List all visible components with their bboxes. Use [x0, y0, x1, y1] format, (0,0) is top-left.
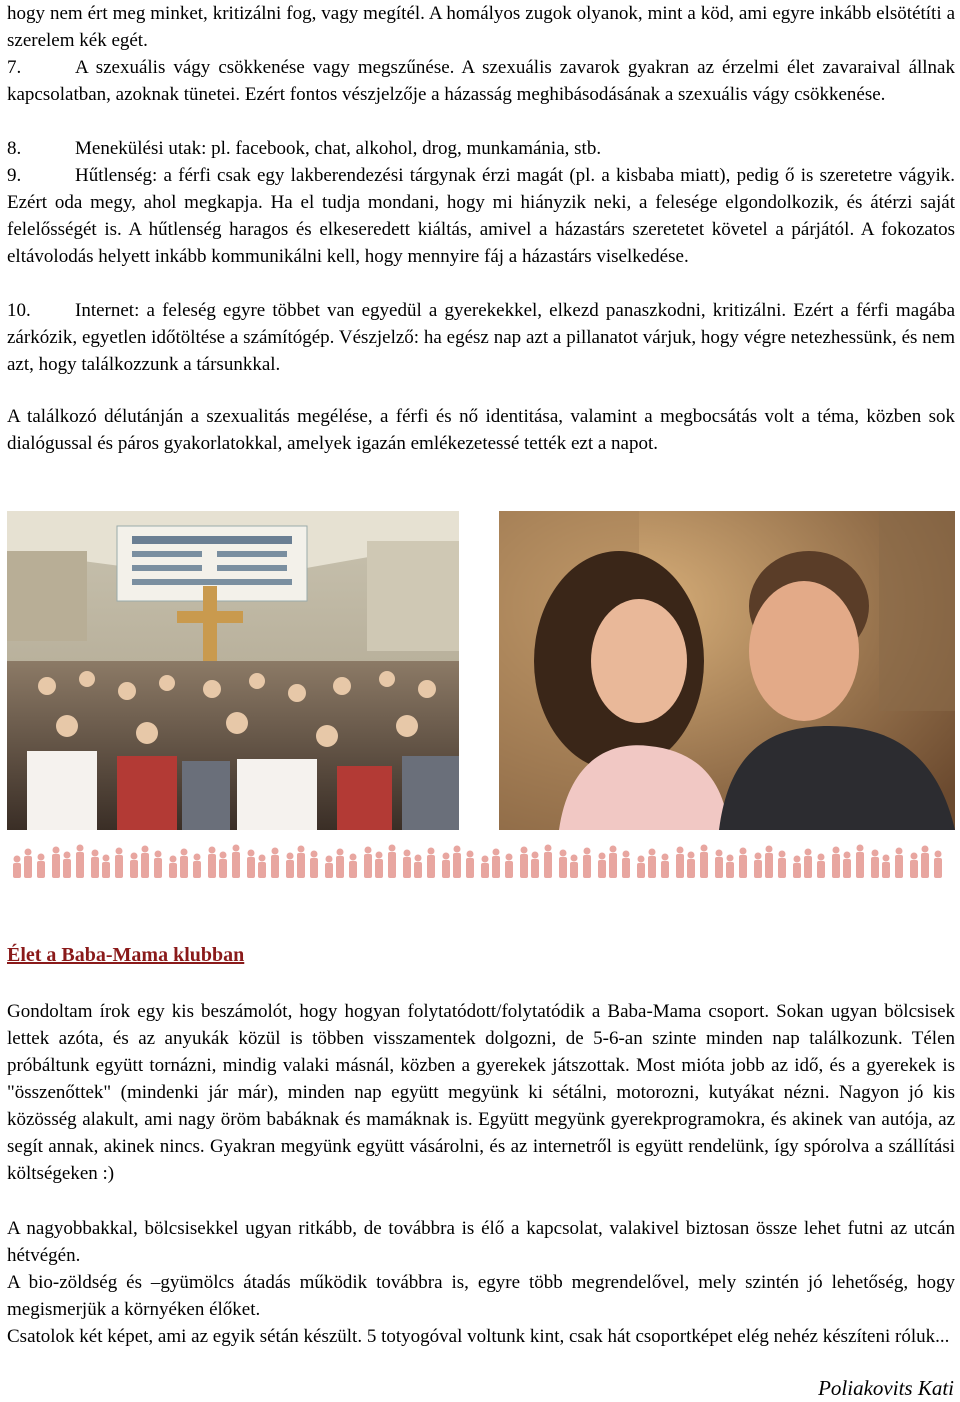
afternoon-paragraph: A találkozó délutánján a szexualitás megélése, a férfi és nő identitása, valamint a megbocsátás volt a téma, közben sok dialógussal és páros gyakorlatokkal, amelyek igazán emlékezetessé tették ezt a napot.	[7, 406, 955, 454]
person-silhouette	[843, 852, 851, 879]
person-silhouette	[754, 853, 762, 879]
couple-photo	[499, 511, 955, 830]
list-item-7	[7, 54, 955, 108]
person-silhouette	[700, 845, 708, 879]
person-silhouette	[154, 851, 162, 879]
person-silhouette	[583, 848, 591, 879]
person-silhouette	[258, 855, 266, 879]
person-silhouette	[403, 850, 411, 879]
person-silhouette	[91, 850, 99, 879]
person-silhouette	[832, 847, 840, 879]
person-silhouette	[63, 852, 71, 879]
person-silhouette	[76, 845, 84, 879]
person-silhouette	[715, 850, 723, 879]
person-silhouette	[24, 849, 32, 879]
person-silhouette	[180, 849, 188, 879]
person-silhouette	[804, 849, 812, 879]
person-silhouette	[310, 851, 318, 879]
person-silhouette	[169, 856, 177, 879]
article-paragraph-1: Gondoltam írok egy kis beszámolót, hogy hogyan folytatódott/folytatódik a Baba-Mama csoport. Sokan ugyan bölcsisek lettek azóta, és az anyukák közül is többen visszamentek dolgozni, de 5-6-an szinte minden nap találkozunk. Télen próbáltunk együtt tornázni, mindig valaki másnál, közben a gyerekek játszottak. Most mióta jobb az idő, és a gyerekek is "összenőttek" (mindenki jár már), minden nap együtt megyünk ki sétálni, motorozni, kutyákat nézni. Nagyon jó kis közösség alakult, ami nagy öröm babáknak és mamáknak is. Együtt megyünk gyerekprogramokra, és akinek van autója, az segít annak, akinek nincs. Gyakran megyünk együtt vásárolni, és az internetről is együtt rendelünk, így spórolva a szállítási költségeken :)	[7, 1001, 955, 1184]
person-silhouette	[505, 854, 513, 879]
person-silhouette	[817, 854, 825, 879]
list-item-lead: Menekülési utak: pl. facebook, chat, alkohol, drog, munkamánia, stb.	[75, 138, 602, 159]
list-item-lead: A szexuális vágy csökkenése vagy megszűnése.	[75, 57, 455, 78]
person-silhouette	[219, 852, 227, 879]
person-silhouette	[130, 853, 138, 879]
list-number: 10.	[7, 300, 31, 321]
meeting-hall-image	[7, 511, 459, 830]
person-silhouette	[492, 849, 500, 879]
person-silhouette	[115, 848, 123, 879]
list-item-body: A szexuális zavarok gyakran az érzelmi élet zavaraival állnak kapcsolatban, azoknak tünetei. Ezért fontos vészjelzője a házasság meghibásodásának a szexuális vágy csökkenése.	[7, 57, 955, 105]
article-paragraph-3: A bio-zöldség és –gyümölcs átadás működik továbbra is, egyre több megrendelővel, mely szintén jó lehetőség, hogy megismerjük a környéken élőket.	[7, 1272, 955, 1320]
person-silhouette	[882, 855, 890, 879]
person-silhouette	[598, 853, 606, 879]
list-number: 7.	[7, 57, 22, 78]
person-silhouette	[388, 845, 396, 879]
person-silhouette	[141, 846, 149, 879]
list-item-body: Ezért a férfi magába zárkózik, egyetlen időtöltése a számítógép. Vészjelző: ha egész nap azt a pillanatot várjuk, hogy végre netezhessünk, és nem azt, hogy találkozzunk a társunkkal.	[7, 300, 956, 375]
person-silhouette	[570, 855, 578, 879]
person-silhouette	[910, 853, 918, 879]
author-signature: Poliakovits Kati	[818, 1376, 954, 1400]
list-number: 9.	[7, 165, 22, 186]
person-silhouette	[442, 853, 450, 879]
person-silhouette	[13, 856, 21, 879]
person-silhouette	[661, 854, 669, 879]
person-silhouette	[676, 847, 684, 879]
person-silhouette	[102, 855, 110, 879]
person-silhouette	[778, 851, 786, 879]
person-silhouette	[934, 851, 942, 879]
person-silhouette	[364, 847, 372, 879]
person-silhouette	[559, 850, 567, 879]
list-item-10	[7, 297, 955, 378]
list-item-body: is szeretetre vágyik. Ezért oda megy, ahol megkapja. Ha el tudja mondani, hogy mi hiányzik neki, a felesége elgondolkozik, és átérzi saját felelősségét is. A hűtlenség haragos és elkeseredett kiáltás, amivel a házastárs szeretetet követel a párjától. A fokozatos eltávolodás helyett inkább kommunikálni kell, hogy mennyire fáj a házastárs viselkedése.	[7, 165, 956, 267]
person-silhouette	[375, 852, 383, 879]
person-silhouette	[895, 848, 903, 879]
list-item-lead: Hűtlenség: a férfi csak egy lakberendezési tárgynak érzi magát (pl. a kisbaba miatt), pedig ő	[75, 165, 795, 186]
person-silhouette	[271, 848, 279, 879]
person-silhouette	[466, 851, 474, 879]
list-number: 8.	[7, 138, 22, 159]
person-silhouette	[921, 846, 929, 879]
person-silhouette	[609, 846, 617, 879]
list-item-8	[7, 135, 955, 162]
person-silhouette	[531, 852, 539, 879]
continuation-paragraph: hogy nem ért meg minket, kritizálni fog, vagy megítél. A homályos zugok olyanok, mint a köd, ami egyre inkább elsötétíti a szerelem kék egét.	[7, 3, 955, 51]
person-silhouette	[414, 855, 422, 879]
person-silhouette	[286, 853, 294, 879]
person-silhouette	[297, 846, 305, 879]
person-silhouette	[726, 855, 734, 879]
person-silhouette	[856, 845, 864, 879]
person-silhouette	[232, 845, 240, 879]
person-silhouette	[336, 849, 344, 879]
person-silhouette	[765, 846, 773, 879]
person-silhouette	[687, 852, 695, 879]
person-silhouette	[453, 846, 461, 879]
person-silhouette	[208, 847, 216, 879]
person-silhouette	[37, 854, 45, 879]
person-silhouette	[793, 856, 801, 879]
person-silhouette	[325, 856, 333, 879]
meeting-hall-photo	[7, 511, 459, 830]
person-silhouette	[52, 847, 60, 879]
family-silhouettes-icon	[7, 840, 955, 878]
person-silhouette	[481, 856, 489, 879]
person-silhouette	[871, 850, 879, 879]
person-silhouette	[544, 845, 552, 879]
couple-image	[499, 511, 955, 830]
person-silhouette	[622, 851, 630, 879]
person-silhouette	[637, 856, 645, 879]
family-silhouette-banner	[7, 840, 955, 878]
list-item-lead: Internet: a feleség egyre többet van egyedül a gyerekekkel, elkezd panaszkodni, kritizálni.	[75, 300, 787, 321]
person-silhouette	[193, 854, 201, 879]
person-silhouette	[648, 849, 656, 879]
article-heading: Élet a Baba-Mama klubban	[7, 944, 245, 966]
article-paragraph-2: A nagyobbakkal, bölcsisekkel ugyan ritkább, de továbbra is élő a kapcsolat, valakivel biztosan össze lehet futni az utcán hétvégén.	[7, 1218, 955, 1266]
person-silhouette	[427, 848, 435, 879]
person-silhouette	[739, 848, 747, 879]
article-paragraph-4: Csatolok két képet, ami az egyik sétán készült. 5 totyogóval voltunk kint, csak hát csoportképet elég nehéz készíteni róluk...	[7, 1326, 950, 1347]
person-silhouette	[349, 854, 357, 879]
person-silhouette	[247, 850, 255, 879]
person-silhouette	[520, 847, 528, 879]
list-item-9	[7, 162, 955, 270]
